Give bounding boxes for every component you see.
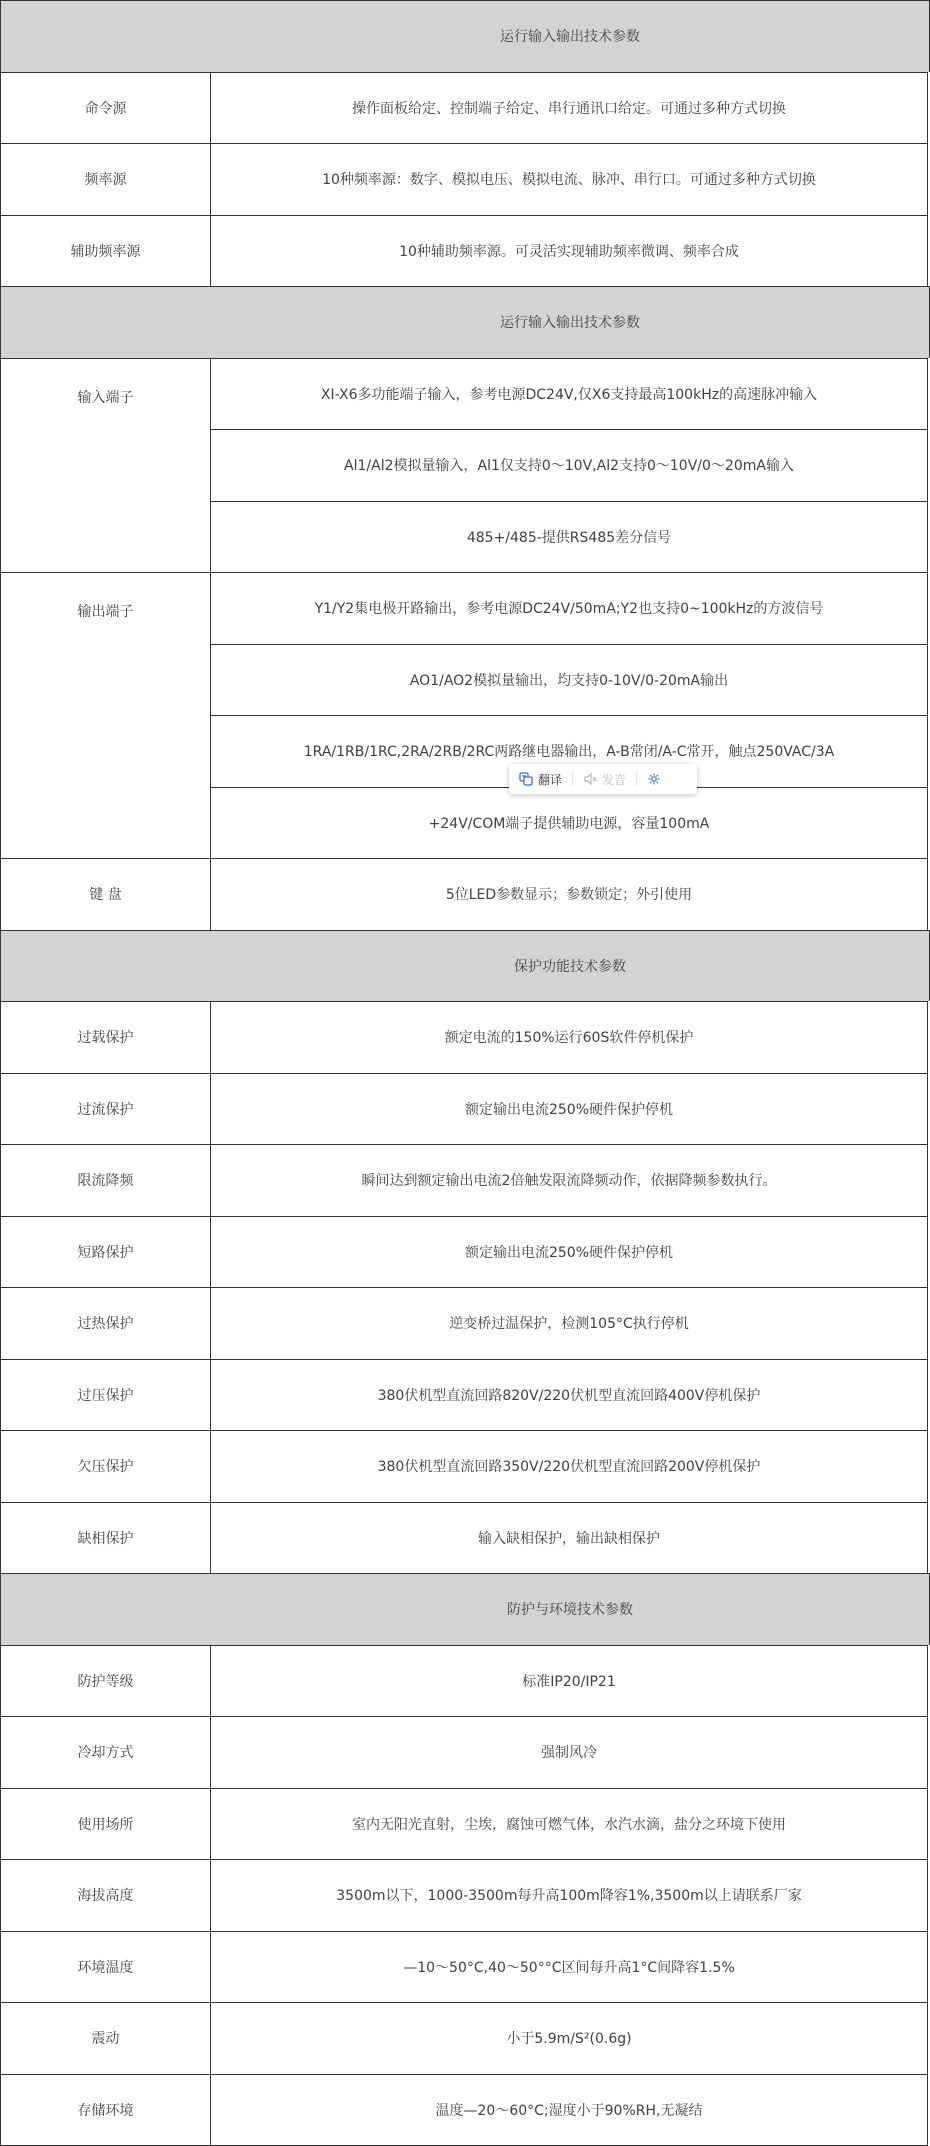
row-value: 额定电流的150%运行60S软件停机保护 <box>210 1001 928 1073</box>
row-value: 强制风冷 <box>210 1716 928 1788</box>
row-label: 缺相保护 <box>0 1502 210 1574</box>
table-row <box>0 858 930 930</box>
speaker-muted-icon <box>583 772 597 786</box>
row-value: 380伏机型直流回路350V/220伏机型直流回路200V停机保护 <box>210 1430 928 1502</box>
row-label: 频率源 <box>0 143 210 215</box>
row-label: 欠压保护 <box>0 1430 210 1502</box>
table-row <box>0 143 930 215</box>
table-row <box>0 1931 930 2003</box>
table-row <box>0 1001 930 1073</box>
table-row <box>0 1216 930 1288</box>
row-label: 输出端子 <box>0 572 210 858</box>
row-label: 环境温度 <box>0 1931 210 2003</box>
section-header: 保护功能技术参数 <box>0 930 930 1002</box>
row-value: 3500m以下，1000-3500m每升高100m降容1%,3500m以上请联系厂家 <box>210 1859 928 1931</box>
table-row <box>0 1073 930 1145</box>
table-row <box>0 2002 930 2074</box>
row-value: 10种频率源：数字、模拟电压、模拟电流、脉冲、串行口。可通过多种方式切换 <box>210 143 928 215</box>
table-row <box>0 1716 930 1788</box>
pronounce-button[interactable] <box>573 764 636 794</box>
row-value: 操作面板给定、控制端子给定、串行通讯口给定。可通过多种方式切换 <box>210 72 928 144</box>
row-label: 过流保护 <box>0 1073 210 1145</box>
table-row <box>0 1359 930 1431</box>
row-value: —10～50°C,40～50°°C区间每升高1°C间降容1.5% <box>210 1931 928 2003</box>
row-value: Y1/Y2集电极开路输出，参考电源DC24V/50mA;Y2也支持0~100kHz的方波信号 <box>210 572 928 644</box>
row-value: 温度—20～60°C;湿度小于90%RH,无凝结 <box>210 2074 928 2146</box>
table-row <box>0 2074 930 2146</box>
row-label: 过热保护 <box>0 1287 210 1359</box>
row-label: 海拔高度 <box>0 1859 210 1931</box>
table-row <box>0 1788 930 1860</box>
section-header: 防护与环境技术参数 <box>0 1573 930 1645</box>
row-label: 命令源 <box>0 72 210 144</box>
row-value: 标准IP20/IP21 <box>210 1645 928 1717</box>
row-label: 限流降频 <box>0 1144 210 1216</box>
row-value: 输入缺相保护，输出缺相保护 <box>210 1502 928 1574</box>
translate-button[interactable] <box>509 764 572 794</box>
row-value: 380伏机型直流回路820V/220伏机型直流回路400V停机保护 <box>210 1359 928 1431</box>
row-value: Al1/Al2模拟量输入，Al1仅支持0～10V,Al2支持0～10V/0～20mA输入 <box>210 429 928 501</box>
table-row <box>0 1645 930 1717</box>
section-header: 运行输入输出技术参数 <box>0 286 930 358</box>
row-label: 输入端子 <box>0 358 210 573</box>
table-row <box>0 215 930 287</box>
gear-icon <box>647 772 661 786</box>
row-value: 5位LED参数显示；参数锁定；外引使用 <box>210 858 928 930</box>
table-row <box>0 1430 930 1502</box>
row-value: 1RA/1RB/1RC,2RA/2RB/2RC两路继电器输出，A-B常闭/A-C常开，触点250VAC/3A <box>210 715 928 787</box>
row-label: 过载保护 <box>0 1001 210 1073</box>
row-value: 10种辅助频率源。可灵活实现辅助频率微调、频率合成 <box>210 215 928 287</box>
row-value: 瞬间达到额定输出电流2倍触发限流降频动作，依据降频参数执行。 <box>210 1144 928 1216</box>
pronounce-label: 发音 <box>602 772 627 787</box>
row-value: 485+/485-提供RS485差分信号 <box>210 501 928 573</box>
translate-label: 翻译 <box>538 772 563 787</box>
table-row <box>0 358 930 573</box>
row-label: 键 盘 <box>0 858 210 930</box>
row-label: 过压保护 <box>0 1359 210 1431</box>
row-value: 额定输出电流250%硬件保护停机 <box>210 1073 928 1145</box>
row-label: 震动 <box>0 2002 210 2074</box>
row-value: 额定输出电流250%硬件保护停机 <box>210 1216 928 1288</box>
row-label: 使用场所 <box>0 1788 210 1860</box>
settings-button[interactable] <box>637 764 671 794</box>
table-row <box>0 1287 930 1359</box>
table-row <box>0 1502 930 1574</box>
row-value: 逆变桥过温保护，检测105°C执行停机 <box>210 1287 928 1359</box>
row-value: XI-X6多功能端子输入，参考电源DC24V,仅X6支持最高100kHz的高速脉冲输入 <box>210 358 928 430</box>
row-value: 小于5.9m/S²(0.6g) <box>210 2002 928 2074</box>
row-label: 冷却方式 <box>0 1716 210 1788</box>
row-label: 辅助频率源 <box>0 215 210 287</box>
section-header: 运行输入输出技术参数 <box>0 0 930 72</box>
translate-icon <box>519 772 533 786</box>
table-row <box>0 1859 930 1931</box>
table-row <box>0 72 930 144</box>
row-label: 短路保护 <box>0 1216 210 1288</box>
translation-toolbar <box>509 764 697 794</box>
row-value: +24V/COM端子提供辅助电源，容量100mA <box>210 787 928 859</box>
table-row <box>0 1144 930 1216</box>
row-label: 存储环境 <box>0 2074 210 2146</box>
table-row <box>0 572 930 858</box>
row-value: AO1/AO2模拟量输出，均支持0-10V/0-20mA输出 <box>210 644 928 716</box>
row-value: 室内无阳光直射，尘埃，腐蚀可燃气体，水汽水滴，盐分之环境下使用 <box>210 1788 928 1860</box>
row-label: 防护等级 <box>0 1645 210 1717</box>
